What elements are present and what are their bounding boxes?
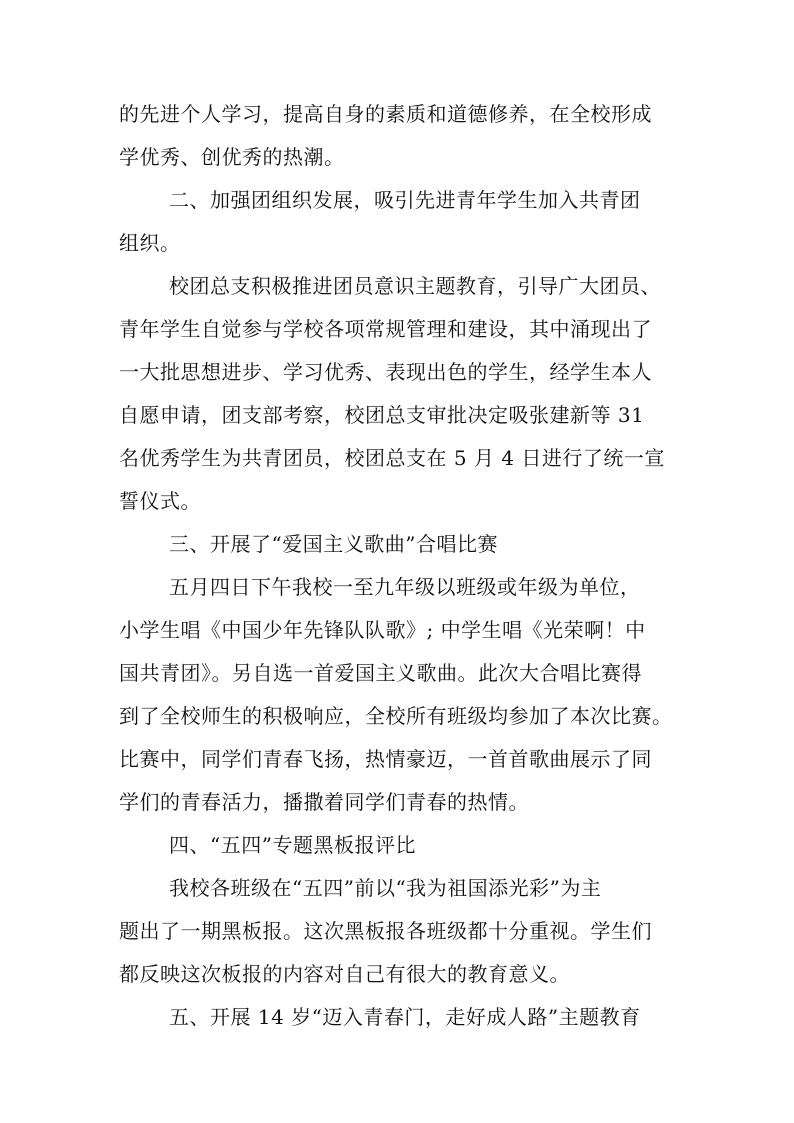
text-line: 组织。 — [119, 231, 181, 255]
text-line: 小学生唱《中国少年先锋队队歌》; 中学生唱《光荣啊！中 — [119, 618, 646, 642]
text-line: 五月四日下午我校一至九年级以班级或年级为单位， — [169, 575, 641, 599]
text-line: 名优秀学生为共青团员，校团总支在 5 月 4 日进行了统一宣 — [119, 446, 665, 470]
text-line: 我校各班级在“五四”前以“我为祖国添光彩”为主 — [169, 876, 602, 900]
text-line: 比赛中，同学们青春飞扬，热情豪迈，一首首歌曲展示了同 — [119, 747, 652, 771]
text-line: 题出了一期黑板报。这次黑板报各班级都十分重视。学生们 — [119, 919, 652, 943]
text-line: 自愿申请，团支部考察，校团总支审批决定吸张建新等 31 — [119, 403, 645, 427]
text-line: 誓仪式。 — [119, 489, 201, 513]
text-line: 一大批思想进步、学习优秀、表现出色的学生，经学生本人 — [119, 360, 652, 384]
text-line: 校团总支积极推进团员意识主题教育，引导广大团员、 — [169, 274, 661, 298]
section-heading: 二、加强团组织发展，吸引先进青年学生加入共青团 — [169, 188, 641, 212]
text-line: 的先进个人学习，提高自身的素质和道德修养，在全校形成 — [119, 102, 652, 126]
section-heading: 三、开展了“爱国主义歌曲”合唱比赛 — [169, 532, 498, 556]
text-line: 学优秀、创优秀的热潮。 — [119, 145, 345, 169]
section-heading: 四、“五四”专题黑板报评比 — [169, 833, 416, 857]
text-line: 国共青团》。另自选一首爱国主义歌曲。此次大合唱比赛得 — [119, 661, 642, 685]
section-heading: 五、开展 14 岁“迈入青春门，走好成人路”主题教育 — [169, 1005, 641, 1029]
text-line: 青年学生自觉参与学校各项常规管理和建设，其中涌现出了 — [119, 317, 652, 341]
text-line: 都反映这次板报的内容对自己有很大的教育意义。 — [119, 962, 570, 986]
text-line: 到了全校师生的积极响应，全校所有班级均参加了本次比赛。 — [119, 704, 673, 728]
text-line: 学们的青春活力，播撒着同学们青春的热情。 — [119, 790, 529, 814]
